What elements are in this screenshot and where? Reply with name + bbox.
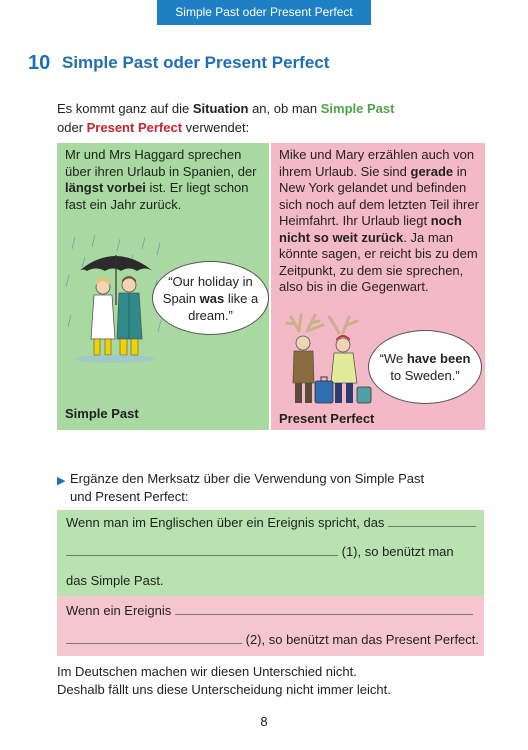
fill-in-blank-1[interactable]	[66, 543, 338, 556]
closing-paragraph	[57, 663, 477, 699]
closing-line: Im Deutschen machen wir diesen Unterschied nicht.	[57, 664, 357, 679]
present-perfect-label: Present Perfect	[279, 411, 375, 426]
present-perfect-description	[279, 147, 483, 296]
worksheet-simple-past	[57, 510, 484, 596]
worksheet-text: Wenn man im Englischen über ein Ereignis spricht, das	[66, 515, 385, 530]
task-line: Ergänze den Merksatz über die Verwendung von Simple Past	[70, 471, 425, 486]
fill-in-blank[interactable]	[388, 514, 476, 527]
description-text: in New York gelandet und befinden sich noch auf dem letzten Teil ihrer Heimfahrt. Ihr Urlaub liegt	[279, 163, 479, 228]
fill-in-blank-2[interactable]	[66, 631, 242, 644]
worksheet-line-2	[66, 543, 454, 560]
bubble-text: like a dream.”	[188, 290, 259, 323]
description-text: Mr und Mrs Haggard sprechen über ihren Urlaub in Spanien, der	[65, 147, 257, 179]
intro-text: verwendet:	[182, 120, 250, 135]
intro-text: an, ob man	[248, 101, 321, 116]
worksheet-present-perfect	[57, 596, 484, 656]
worksheet-text: (2), so benützt man das Present Perfect.	[245, 632, 480, 647]
worksheet-line-1	[66, 514, 476, 531]
intro-situation: Situation	[192, 101, 249, 116]
closing-line: Deshalb fällt uns diese Unterscheidung nicht immer leicht.	[57, 682, 391, 697]
worksheet-text: (1), so benützt man	[341, 544, 454, 559]
bubble-text: “Our holiday in Spain	[162, 273, 253, 306]
simple-past-description	[65, 147, 265, 213]
page-number: 8	[260, 714, 268, 729]
description-emphasis: noch nicht so weit zurück	[279, 213, 462, 245]
description-emphasis: längst vorbei	[65, 180, 146, 195]
bubble-text: “We	[379, 351, 407, 366]
description-text: Mike und Mary erzählen auch von ihrem Urlaub. Sie sind	[279, 147, 475, 179]
description-emphasis: gerade	[410, 163, 454, 179]
worksheet-line-4	[66, 602, 473, 619]
task-instruction	[57, 470, 477, 506]
intro-simple-past: Simple Past	[320, 101, 395, 116]
bubble-text: to Sweden.”	[390, 368, 460, 383]
task-line: und Present Perfect:	[70, 489, 189, 504]
intro-paragraph	[57, 99, 477, 137]
bubble-verb: was	[199, 290, 225, 306]
worksheet-line-5	[66, 631, 479, 648]
description-text: . Ja man könnte sagen, er reicht bis zu dem Zeitpunkt, zu dem sie sprechen, also bis in die Gegenwart.	[279, 229, 478, 294]
chapter-title: Simple Past oder Present Perfect	[62, 53, 330, 72]
intro-present-perfect: Present Perfect	[86, 120, 183, 135]
present-perfect-panel	[271, 143, 485, 430]
chapter-number: 10	[28, 52, 51, 74]
fill-in-blank[interactable]	[175, 602, 473, 615]
task-arrow-icon: ▶	[57, 475, 66, 487]
intro-text: oder	[57, 120, 87, 135]
couple-umbrella-illustration	[65, 235, 165, 365]
worksheet-text: Wenn ein Ereignis	[66, 603, 172, 618]
simple-past-label: Simple Past	[65, 406, 139, 421]
intro-text: Es kommt ganz auf die	[57, 101, 193, 116]
present-perfect-speech-bubble	[368, 330, 482, 404]
section-tab: Simple Past oder Present Perfect	[157, 0, 371, 25]
simple-past-speech-bubble	[152, 261, 269, 335]
bubble-verb: have been	[406, 351, 471, 366]
simple-past-panel	[57, 143, 269, 430]
description-text: ist. Er liegt schon fast ein Jahr zurück.	[65, 180, 249, 212]
couple-moose-antlers-illustration	[277, 311, 377, 411]
worksheet-line-3: das Simple Past.	[66, 573, 164, 588]
